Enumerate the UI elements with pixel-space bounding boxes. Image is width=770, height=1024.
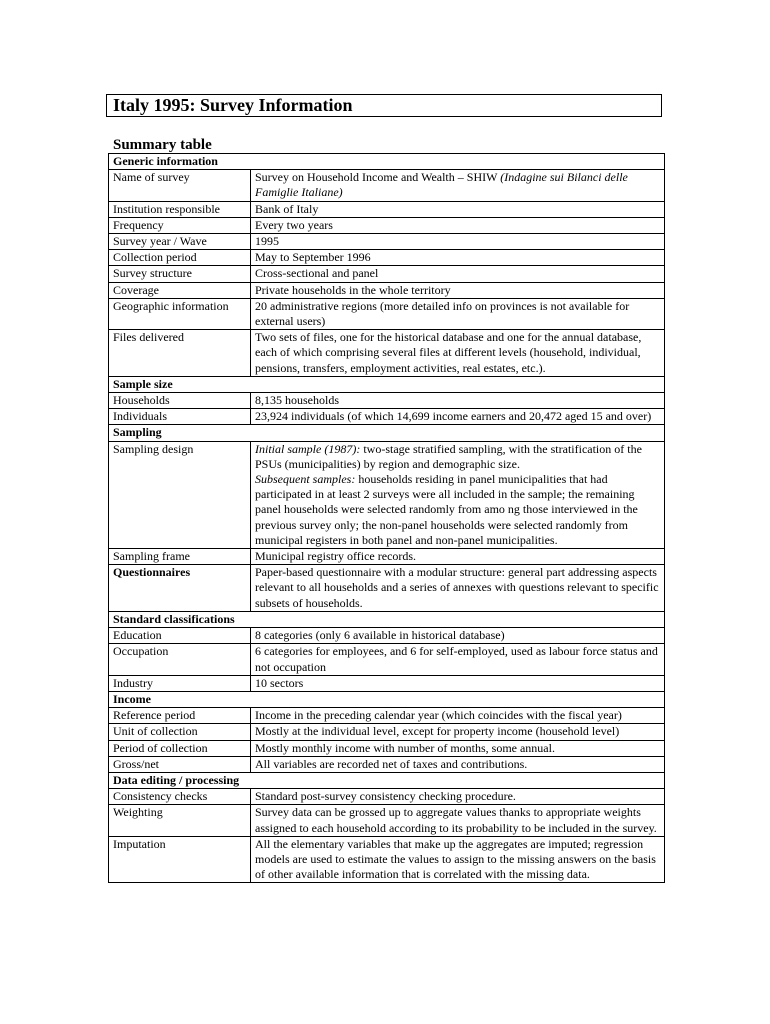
table-row <box>109 708 665 724</box>
table-row <box>109 805 665 836</box>
row-label: Reference period <box>109 708 251 724</box>
table-row <box>109 282 665 298</box>
table-row <box>109 201 665 217</box>
row-value: 8 categories (only 6 available in historical database) <box>251 628 665 644</box>
table-row <box>109 789 665 805</box>
row-value: 23,924 individuals (of which 14,699 income earners and 20,472 aged 15 and over) <box>251 409 665 425</box>
row-value: Income in the preceding calendar year (which coincides with the fiscal year) <box>251 708 665 724</box>
row-label: Weighting <box>109 805 251 836</box>
row-label: Geographic information <box>109 298 251 329</box>
row-value-sampling-design <box>251 441 665 548</box>
row-label: Survey year / Wave <box>109 234 251 250</box>
summary-table-heading: Summary table <box>113 137 212 153</box>
table-row <box>109 441 665 548</box>
row-label: Name of survey <box>109 170 251 201</box>
section-row <box>109 154 665 170</box>
row-value: Municipal registry office records. <box>251 549 665 565</box>
section-standard-classifications: Standard classifications <box>109 611 665 627</box>
row-label: Survey structure <box>109 266 251 282</box>
table-row <box>109 836 665 883</box>
table-row <box>109 740 665 756</box>
row-label: Imputation <box>109 836 251 883</box>
section-data-editing: Data editing / processing <box>109 772 665 788</box>
row-label: Frequency <box>109 217 251 233</box>
row-label: Households <box>109 393 251 409</box>
table-row <box>109 250 665 266</box>
table-row <box>109 234 665 250</box>
row-value: 10 sectors <box>251 675 665 691</box>
survey-name-text: Survey on Household Income and Wealth – SHIW <box>255 170 501 185</box>
row-label: Unit of collection <box>109 724 251 740</box>
table-row <box>109 217 665 233</box>
table-row <box>109 644 665 675</box>
summary-table <box>108 153 665 883</box>
initial-sample-text: two-stage stratified sampling, with the stratification of the PSUs (municipalities) by region and demographic size. <box>255 441 642 471</box>
row-value: All variables are recorded net of taxes and contributions. <box>251 756 665 772</box>
row-label: Industry <box>109 675 251 691</box>
section-income: Income <box>109 691 665 707</box>
row-label: Collection period <box>109 250 251 266</box>
row-value: Survey data can be grossed up to aggregate values thanks to appropriate weights assigned to each household according to its probability to be included in the survey. <box>251 805 665 836</box>
section-sampling: Sampling <box>109 425 665 441</box>
section-sample-size: Sample size <box>109 376 665 392</box>
row-value: 6 categories for employees, and 6 for self-employed, used as labour force status and not occupation <box>251 644 665 675</box>
row-value: 1995 <box>251 234 665 250</box>
table-row <box>109 298 665 329</box>
row-value: 8,135 households <box>251 393 665 409</box>
row-label: Sampling design <box>109 441 251 548</box>
row-label: Occupation <box>109 644 251 675</box>
row-value: May to September 1996 <box>251 250 665 266</box>
table-row <box>109 330 665 377</box>
row-label: Period of collection <box>109 740 251 756</box>
table-row <box>109 724 665 740</box>
row-label: Coverage <box>109 282 251 298</box>
section-row <box>109 425 665 441</box>
row-label: Files delivered <box>109 330 251 377</box>
row-value: Paper-based questionnaire with a modular structure: general part addressing aspects relevant to all households and a series of annexes with questions relevant to specific subsets of households. <box>251 565 665 612</box>
section-row <box>109 376 665 392</box>
row-label: Gross/net <box>109 756 251 772</box>
table-row <box>109 170 665 201</box>
row-label: Questionnaires <box>109 565 251 612</box>
row-value: Bank of Italy <box>251 201 665 217</box>
row-label: Institution responsible <box>109 201 251 217</box>
row-value: Every two years <box>251 217 665 233</box>
table-row <box>109 565 665 612</box>
page-title: Italy 1995: Survey Information <box>106 94 662 117</box>
row-value: Private households in the whole territory <box>251 282 665 298</box>
section-row <box>109 772 665 788</box>
row-value: Mostly monthly income with number of months, some annual. <box>251 740 665 756</box>
table-row <box>109 549 665 565</box>
row-value: Standard post-survey consistency checking procedure. <box>251 789 665 805</box>
row-value-name-of-survey <box>251 170 665 201</box>
section-row <box>109 691 665 707</box>
row-label: Consistency checks <box>109 789 251 805</box>
row-label: Sampling frame <box>109 549 251 565</box>
survey-name-italian: (Indagine sui Bilanci delle Famiglie Italiane) <box>255 170 628 200</box>
table-row <box>109 675 665 691</box>
subsequent-samples-lead: Subsequent samples: <box>255 472 356 487</box>
section-row <box>109 611 665 627</box>
table-row <box>109 266 665 282</box>
row-label: Individuals <box>109 409 251 425</box>
row-value: Two sets of files, one for the historical database and one for the annual database, each of which comprising several files at different levels (household, individual, pensions, transfers, employment activities, real estates, etc.). <box>251 330 665 377</box>
table-row <box>109 393 665 409</box>
table-row <box>109 409 665 425</box>
table-row <box>109 756 665 772</box>
row-value: Cross-sectional and panel <box>251 266 665 282</box>
table-row <box>109 628 665 644</box>
section-generic-information: Generic information <box>109 154 665 170</box>
subsequent-samples-text: households residing in panel municipalities that had participated in at least 2 surveys were all included in the sample; the remaining panel households were selected randomly from amo ng those interviewed in the previous survey only; the non-panel households were selected randomly from municipal registers in both panel and non-panel municipalities. <box>255 472 638 547</box>
row-value: All the elementary variables that make up the aggregates are imputed; regression models are used to estimate the values to assign to the missing answers on the basis of other available information that is correlated with the missing data. <box>251 836 665 883</box>
row-value: Mostly at the individual level, except for property income (household level) <box>251 724 665 740</box>
row-value: 20 administrative regions (more detailed info on provinces is not available for external users) <box>251 298 665 329</box>
row-label: Education <box>109 628 251 644</box>
initial-sample-lead: Initial sample (1987): <box>255 441 361 456</box>
